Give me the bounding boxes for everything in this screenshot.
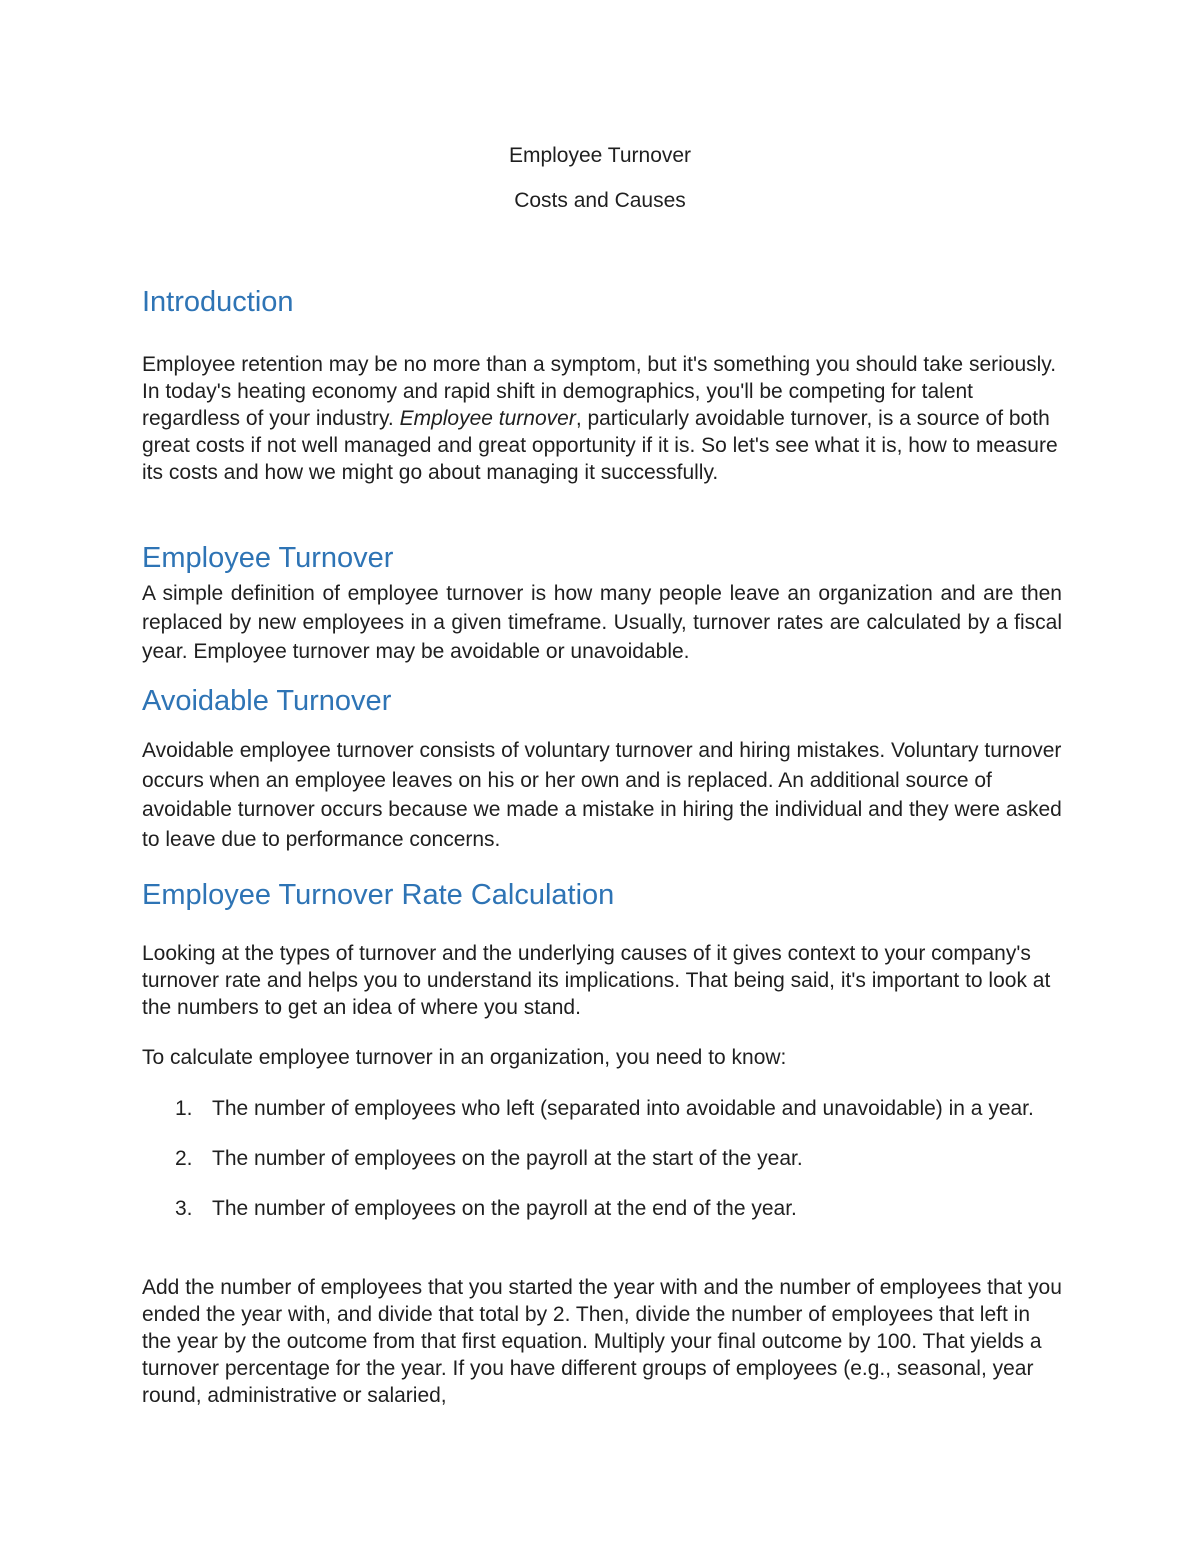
list-item-text: The number of employees on the payroll at the end of the year. — [212, 1197, 797, 1220]
document-subtitle: Costs and Causes — [514, 189, 686, 212]
paragraph-employee-turnover: A simple definition of employee turnover is how many people leave an organization and are then replaced by new employees in a given timeframe. Usually, turnover rates are calculated by a fiscal year. Employee turnover may be avoidable or unavoidable. — [142, 582, 1062, 663]
paragraph-introduction — [142, 351, 1062, 486]
paragraph-rate-closing: Add the number of employees that you started the year with and the number of employees that you ended the year with, and divide that total by 2. Then, divide the number of employees that left in the year by the outcome from that first equation. Multiply your final outcome by 100. That yields a turnover percentage for the year. If you have different groups of employees (e.g., seasonal, year round, administrative or salaried, — [142, 1276, 1062, 1407]
list-item-number: 3. — [175, 1197, 193, 1220]
heading-rate-calculation: Employee Turnover Rate Calculation — [142, 879, 615, 911]
paragraph-rate-intro: Looking at the types of turnover and the underlying causes of it gives context to your company's turnover rate and helps you to understand its implications. That being said, it's important to look at the numbers to get an idea of where you stand. — [142, 942, 1051, 1019]
list-item-number: 2. — [175, 1147, 193, 1170]
intro-text-end: , particularly avoidable turnover, is a source of both great costs if not well managed and great opportunity if it is. So let's see what it is, how to measure its costs and how we might go about managing it successfully. — [142, 407, 1058, 484]
list-item-number: 1. — [175, 1097, 193, 1120]
requirements-list — [142, 1095, 1062, 1245]
paragraph-avoidable-turnover: Avoidable employee turnover consists of voluntary turnover and hiring mistakes. Voluntary turnover occurs when an employee leaves on his or her own and is replaced. An additional source of avoidable turnover occurs because we made a mistake in hiring the individual and they were asked to leave due to performance concerns. — [142, 739, 1062, 851]
paragraph-rate-lead-in: To calculate employee turnover in an organization, you need to know: — [142, 1046, 787, 1069]
document-title: Employee Turnover — [508, 144, 692, 167]
heading-introduction: Introduction — [142, 286, 294, 318]
heading-employee-turnover: Employee Turnover — [142, 542, 394, 574]
heading-avoidable-turnover: Avoidable Turnover — [142, 685, 392, 717]
intro-text-start: Employee retention may be no more than a symptom, but it's something you should take seriously. In today's heating economy and rapid shift in demographics, you'll be competing for talent regardless of your industry. — [142, 353, 1057, 430]
list-item — [142, 1095, 1062, 1122]
list-item-text: The number of employees on the payroll at the start of the year. — [212, 1147, 803, 1170]
list-item — [142, 1145, 1062, 1172]
list-item-text: The number of employees who left (separated into avoidable and unavoidable) in a year. — [212, 1097, 1034, 1120]
list-item — [142, 1195, 1062, 1222]
intro-italic-term: Employee turnover — [399, 407, 576, 430]
